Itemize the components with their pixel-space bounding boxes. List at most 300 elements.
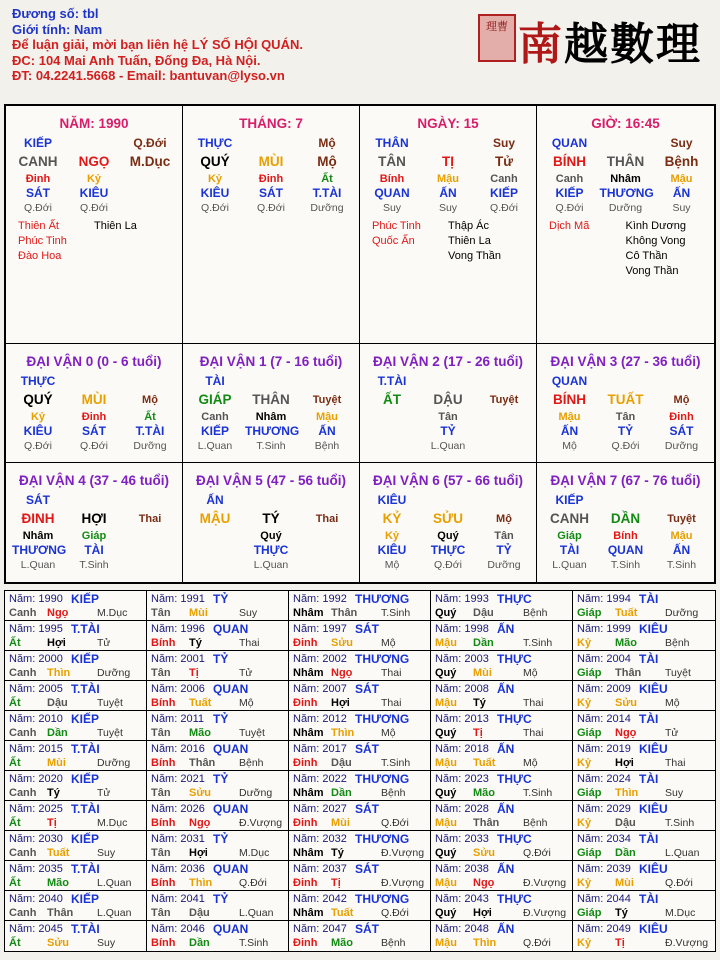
year-label: Năm: 1997 — [293, 623, 347, 635]
year-phase: M.Dục — [97, 607, 128, 619]
year-line — [293, 832, 430, 846]
year-label: Năm: 2049 — [577, 923, 631, 935]
year-cell — [573, 921, 715, 951]
ten-god — [422, 135, 474, 152]
hidden-god — [124, 543, 176, 558]
year-ten-god: QUAN — [213, 802, 249, 816]
dai-van-title: ĐẠI VẬN 7 (67 - 76 tuổi) — [550, 473, 701, 488]
year-label: Năm: 2037 — [293, 863, 347, 875]
year-label: Năm: 1999 — [577, 623, 631, 635]
year-label: Năm: 2041 — [151, 893, 205, 905]
hidden-stem: Tân — [438, 411, 458, 423]
year-ten-god: QUAN — [213, 622, 249, 636]
year-ten-god: QUAN — [213, 862, 249, 876]
year-label: Năm: 2012 — [293, 713, 347, 725]
hidden-god: TÀI — [559, 543, 580, 557]
hidden-god: THƯƠNG — [12, 543, 67, 557]
year-ten-god: KIÊU — [639, 922, 668, 936]
year-phase: Q.Đới — [523, 937, 551, 949]
year-ten-god: T.TÀI — [71, 622, 100, 636]
hidden-stem: Đinh — [25, 173, 51, 185]
year-ten-god: KIẾP — [71, 592, 100, 606]
ten-god: Mộ — [318, 136, 336, 150]
year-cell — [431, 711, 573, 740]
life-phase: Q.Đới — [24, 202, 52, 214]
stem-branch: Mộ — [317, 154, 337, 169]
year-ten-god: ẤN — [497, 922, 515, 936]
year-branch: Hợi — [47, 637, 66, 649]
year-line — [435, 622, 572, 636]
year-ten-god: KIÊU — [639, 682, 668, 696]
pillar-cell — [183, 106, 360, 344]
ten-god: KIẾP — [555, 493, 584, 507]
year-cell — [147, 891, 289, 920]
year-stem: Canh — [9, 787, 37, 799]
dai-van-cell — [6, 463, 183, 582]
year-label: Năm: 2046 — [151, 923, 205, 935]
dai-van-column — [422, 373, 474, 453]
year-label: Năm: 2015 — [9, 743, 63, 755]
hidden-stem — [189, 529, 241, 543]
year-branch: Tý — [615, 907, 628, 919]
year-phase: Tử — [97, 787, 111, 799]
hidden-god: ẤN — [318, 424, 336, 438]
year-line — [9, 606, 146, 620]
star-name: Quốc Ấn — [372, 235, 415, 247]
year-ten-god: KIẾP — [71, 712, 100, 726]
star-name: Không Vong — [625, 235, 686, 247]
year-stem: Tân — [151, 847, 171, 859]
dai-van-column — [544, 492, 596, 572]
year-branch: Dần — [47, 727, 68, 739]
year-cell — [573, 651, 715, 680]
life-phase: Mộ — [496, 513, 512, 525]
year-cell — [573, 861, 715, 890]
year-line — [435, 816, 572, 830]
year-line — [293, 906, 430, 920]
hidden-stem: Quý — [437, 530, 459, 542]
year-cell — [431, 801, 573, 830]
dai-van-cell — [183, 463, 360, 582]
year-line — [293, 862, 430, 876]
year-stem: Ất — [9, 637, 21, 649]
pillar-column — [544, 135, 596, 215]
year-branch: Hợi — [331, 697, 350, 709]
year-line — [151, 832, 288, 846]
year-line — [435, 592, 572, 606]
hidden-phase: Mộ — [562, 440, 577, 452]
year-line — [9, 906, 146, 920]
year-label: Năm: 1998 — [435, 623, 489, 635]
logo-char: 南 — [518, 19, 564, 70]
logo-char: 越 — [564, 19, 610, 70]
year-line — [577, 726, 715, 740]
year-label: Năm: 1996 — [151, 623, 205, 635]
ten-god — [68, 492, 120, 509]
year-label: Năm: 2021 — [151, 773, 205, 785]
year-cell — [147, 651, 289, 680]
hidden-god — [124, 186, 176, 201]
year-ten-god: THƯƠNG — [355, 892, 410, 906]
pillar-column — [366, 135, 418, 215]
year-branch: Sửu — [615, 697, 638, 709]
life-phase: Q.Đới — [201, 202, 229, 214]
year-phase: T.Sinh — [381, 757, 411, 769]
dai-van-title: ĐẠI VẬN 3 (27 - 36 tuổi) — [550, 354, 701, 369]
year-ten-god: SÁT — [355, 862, 379, 876]
year-stem: Tân — [151, 607, 171, 619]
year-ten-god: TỶ — [213, 712, 229, 726]
year-branch: Sửu — [189, 787, 212, 799]
year-branch: Thân — [473, 817, 500, 829]
year-line — [577, 652, 715, 666]
year-line — [293, 922, 430, 936]
year-branch: Thìn — [615, 787, 639, 799]
year-line — [577, 936, 715, 950]
hidden-god: TỶ — [617, 424, 634, 438]
pillar-column — [422, 135, 474, 215]
year-branch: Tuất — [47, 847, 70, 859]
hidden-god: ẤN — [672, 186, 691, 200]
year-label: Năm: 2045 — [9, 923, 63, 935]
dai-van-column — [245, 492, 297, 572]
year-phase: T.Sinh — [239, 937, 269, 949]
year-phase: Mộ — [381, 727, 396, 739]
dai-van-cell — [183, 344, 360, 463]
year-row — [5, 861, 715, 891]
year-row — [5, 741, 715, 771]
dai-van-column — [478, 492, 530, 572]
year-branch: Ngọ — [473, 877, 495, 889]
year-cell — [289, 711, 431, 740]
year-line — [151, 876, 288, 890]
year-phase: Q.Đới — [381, 817, 409, 829]
year-cell — [5, 831, 147, 860]
year-line — [577, 862, 715, 876]
logo-char: 數 — [610, 19, 656, 70]
year-line — [577, 846, 715, 860]
dai-van-cell — [537, 463, 714, 582]
year-phase: M.Dục — [665, 907, 696, 919]
year-branch: Tị — [47, 817, 57, 829]
hidden-phase: Dưỡng — [133, 440, 167, 452]
star-name: Thiên Ất — [18, 220, 59, 232]
hidden-phase: Q.Đới — [24, 440, 52, 452]
dai-van-columns — [360, 373, 536, 453]
ten-god — [478, 373, 530, 390]
ten-god — [656, 492, 708, 509]
year-cell — [147, 921, 289, 951]
year-line — [293, 756, 430, 770]
dai-van-title: ĐẠI VẬN 4 (37 - 46 tuổi) — [18, 473, 170, 488]
hidden-god: THƯƠNG — [599, 186, 654, 200]
year-ten-god: THỰC — [497, 832, 532, 846]
hidden-stem: Kỷ — [207, 173, 223, 185]
year-stem: Kỷ — [577, 817, 592, 829]
year-stem: Kỷ — [577, 637, 592, 649]
dai-van-column — [245, 373, 300, 453]
year-label: Năm: 2035 — [9, 863, 63, 875]
dai-van-column — [68, 492, 120, 572]
year-phase: Dưỡng — [97, 757, 131, 769]
year-ten-god: TÀI — [639, 592, 659, 606]
hidden-stem: Đinh — [669, 411, 694, 423]
year-line — [293, 742, 430, 756]
year-branch: Mùi — [189, 607, 208, 619]
stem-branch: MÙI — [258, 154, 284, 169]
year-label: Năm: 2029 — [577, 803, 631, 815]
ten-god: ẤN — [206, 493, 224, 507]
year-stem: Quý — [435, 847, 457, 859]
ten-god: QUAN — [551, 374, 588, 388]
ten-god: KIÊU — [377, 493, 407, 507]
year-line — [151, 622, 288, 636]
year-label: Năm: 2008 — [435, 683, 489, 695]
year-line — [151, 936, 288, 950]
hidden-phase: Q.Đới — [80, 440, 108, 452]
life-phase: Tuyệt — [489, 394, 519, 406]
year-cell — [5, 651, 147, 680]
ten-god — [422, 492, 474, 509]
year-branch: Tuất — [331, 907, 354, 919]
ten-god — [124, 492, 176, 509]
year-phase: Mộ — [665, 697, 680, 709]
year-ten-god: THƯƠNG — [355, 652, 410, 666]
dai-van-cell — [537, 344, 714, 463]
dai-van-title: ĐẠI VẬN 5 (47 - 56 tuổi) — [195, 473, 347, 488]
hidden-stem: Kỷ — [86, 173, 102, 185]
life-phase: Q.Đới — [555, 202, 584, 214]
year-line — [435, 802, 572, 816]
hidden-stem: Tân — [615, 411, 636, 423]
year-line — [435, 756, 572, 770]
year-line — [9, 756, 146, 770]
year-line — [577, 816, 715, 830]
year-label: Năm: 2025 — [9, 803, 63, 815]
year-phase: Suy — [665, 787, 684, 799]
branch: HỢI — [81, 511, 107, 526]
year-line — [435, 892, 572, 906]
year-ten-god: SÁT — [355, 802, 379, 816]
year-stem: Bính — [151, 697, 176, 709]
hidden-phase: T.Sinh — [79, 559, 109, 571]
dai-van-title: ĐẠI VẬN 6 (57 - 66 tuổi) — [372, 473, 524, 488]
pillar-columns — [537, 135, 714, 215]
year-line — [435, 846, 572, 860]
stem: ĐINH — [21, 511, 55, 526]
logo-text — [518, 8, 702, 72]
year-line — [151, 846, 288, 860]
year-phase: Suy — [97, 937, 116, 949]
year-line — [577, 876, 715, 890]
year-ten-god: ẤN — [497, 862, 515, 876]
year-stem: Bính — [151, 937, 176, 949]
dai-van-row — [6, 463, 714, 582]
year-line — [577, 592, 715, 606]
hidden-god: TỶ — [496, 543, 512, 557]
year-branch: Tị — [473, 727, 483, 739]
hidden-stem: Quý — [260, 530, 282, 542]
year-phase: T.Sinh — [665, 817, 695, 829]
year-stem: Kỷ — [577, 877, 592, 889]
year-branch: Tị — [331, 877, 341, 889]
year-stem: Kỷ — [577, 697, 592, 709]
stars-left — [372, 219, 448, 264]
year-line — [577, 772, 715, 786]
stem: MẬU — [199, 511, 231, 526]
year-cell — [147, 741, 289, 770]
stars-right — [94, 219, 170, 264]
year-line — [151, 862, 288, 876]
hidden-god: ẤN — [439, 186, 457, 200]
dai-van-column — [600, 373, 652, 453]
year-label: Năm: 2039 — [577, 863, 631, 875]
year-branch: Tị — [615, 937, 625, 949]
year-stem: Nhâm — [293, 607, 324, 619]
hidden-god: KIẾP — [555, 186, 584, 200]
life-phase — [124, 201, 176, 215]
year-branch: Ngọ — [47, 607, 69, 619]
hidden-stem: Đinh — [81, 411, 107, 423]
stem-branch: TỊ — [442, 154, 454, 169]
year-ten-god: TÀI — [639, 712, 659, 726]
year-branch: Tuất — [189, 697, 212, 709]
year-branch: Mão — [473, 787, 495, 799]
hidden-stem: Nhâm — [610, 173, 641, 185]
pillar-cell — [537, 106, 714, 344]
year-cell — [431, 681, 573, 710]
year-ten-god: KIẾP — [71, 772, 100, 786]
year-label: Năm: 2018 — [435, 743, 489, 755]
year-line — [435, 666, 572, 680]
year-cell — [5, 711, 147, 740]
hidden-god: T.TÀI — [312, 186, 342, 200]
year-stem: Canh — [9, 847, 37, 859]
stem: QUÝ — [23, 392, 53, 407]
year-line — [435, 606, 572, 620]
year-ten-god: TÀI — [639, 832, 659, 846]
pillar-title: THÁNG: 7 — [239, 116, 303, 131]
year-line — [9, 876, 146, 890]
hidden-phase — [189, 558, 241, 572]
year-label: Năm: 2034 — [577, 833, 631, 845]
hidden-stem: Mậu — [316, 411, 338, 423]
dai-van-column — [656, 373, 708, 453]
pillar-column — [12, 135, 64, 215]
year-line — [577, 696, 715, 710]
year-cell — [573, 771, 715, 800]
year-cell — [289, 861, 431, 890]
year-line — [293, 622, 430, 636]
stem: GIÁP — [198, 392, 232, 407]
life-phase: Tuyệt — [312, 394, 342, 406]
year-line — [577, 832, 715, 846]
year-ten-god: SÁT — [355, 922, 379, 936]
year-stem: Tân — [151, 667, 171, 679]
year-line — [435, 726, 572, 740]
pillar-column — [245, 135, 297, 215]
year-line — [9, 742, 146, 756]
year-line — [151, 726, 288, 740]
ten-god: THÂN — [375, 136, 409, 150]
year-line — [9, 816, 146, 830]
year-cell — [147, 681, 289, 710]
year-cell — [147, 711, 289, 740]
year-phase: Mộ — [523, 667, 538, 679]
year-line — [293, 876, 430, 890]
year-stem: Ất — [9, 877, 21, 889]
year-cell — [289, 831, 431, 860]
year-label: Năm: 2016 — [151, 743, 205, 755]
hidden-phase — [478, 439, 530, 453]
year-label: Năm: 2038 — [435, 863, 489, 875]
hidden-god: KIÊU — [79, 186, 109, 200]
dai-van-title: ĐẠI VẬN 1 (7 - 16 tuổi) — [199, 354, 343, 369]
year-line — [293, 802, 430, 816]
year-label: Năm: 2036 — [151, 863, 205, 875]
year-label: Năm: 2006 — [151, 683, 205, 695]
life-phase: Dưỡng — [310, 202, 344, 214]
year-row — [5, 591, 715, 621]
year-ten-god: ẤN — [497, 622, 515, 636]
year-ten-god: THƯƠNG — [355, 832, 410, 846]
dai-van-columns — [6, 492, 182, 572]
year-cell — [5, 921, 147, 951]
ten-god — [245, 492, 297, 509]
year-line — [577, 682, 715, 696]
hidden-god: ẤN — [560, 424, 579, 438]
ten-god — [478, 492, 530, 509]
year-ten-god: KIÊU — [639, 742, 668, 756]
branch: DẦN — [610, 511, 641, 526]
year-phase: M.Dục — [97, 817, 128, 829]
hidden-god: ẤN — [672, 543, 691, 557]
year-ten-god: THƯƠNG — [355, 592, 410, 606]
hidden-god: THỰC — [253, 543, 289, 557]
star-name: Thiên La — [94, 220, 137, 232]
year-row — [5, 621, 715, 651]
hidden-god: KIÊU — [23, 424, 53, 438]
life-phase: Tuyệt — [667, 513, 696, 525]
year-line — [9, 846, 146, 860]
pillar-column — [301, 135, 353, 215]
stem: CANH — [550, 511, 589, 526]
header-line: Để luận giải, mời bạn liên hệ LÝ SỐ HỘI QUÁN. — [12, 37, 303, 52]
hidden-phase — [301, 558, 353, 572]
year-stem: Quý — [435, 667, 457, 679]
year-stem: Mậu — [435, 637, 457, 649]
year-branch: Tý — [331, 847, 344, 859]
year-branch: Tuất — [473, 757, 496, 769]
year-cell — [147, 861, 289, 890]
year-phase: L.Quan — [239, 907, 274, 919]
year-branch: Thìn — [331, 727, 355, 739]
year-cell — [573, 681, 715, 710]
year-ten-god: ẤN — [497, 802, 515, 816]
year-ten-god: THỰC — [497, 712, 532, 726]
year-stem: Giáp — [577, 667, 602, 679]
year-stem: Đinh — [293, 697, 318, 709]
year-ten-god: THỰC — [497, 592, 532, 606]
year-stem: Ất — [9, 817, 21, 829]
special-stars — [6, 219, 182, 264]
year-line — [9, 862, 146, 876]
year-stem: Đinh — [293, 757, 318, 769]
hidden-phase — [124, 558, 176, 572]
star-name: Vong Thần — [625, 265, 679, 277]
year-stem: Nhâm — [293, 907, 324, 919]
stars-left — [18, 219, 94, 264]
